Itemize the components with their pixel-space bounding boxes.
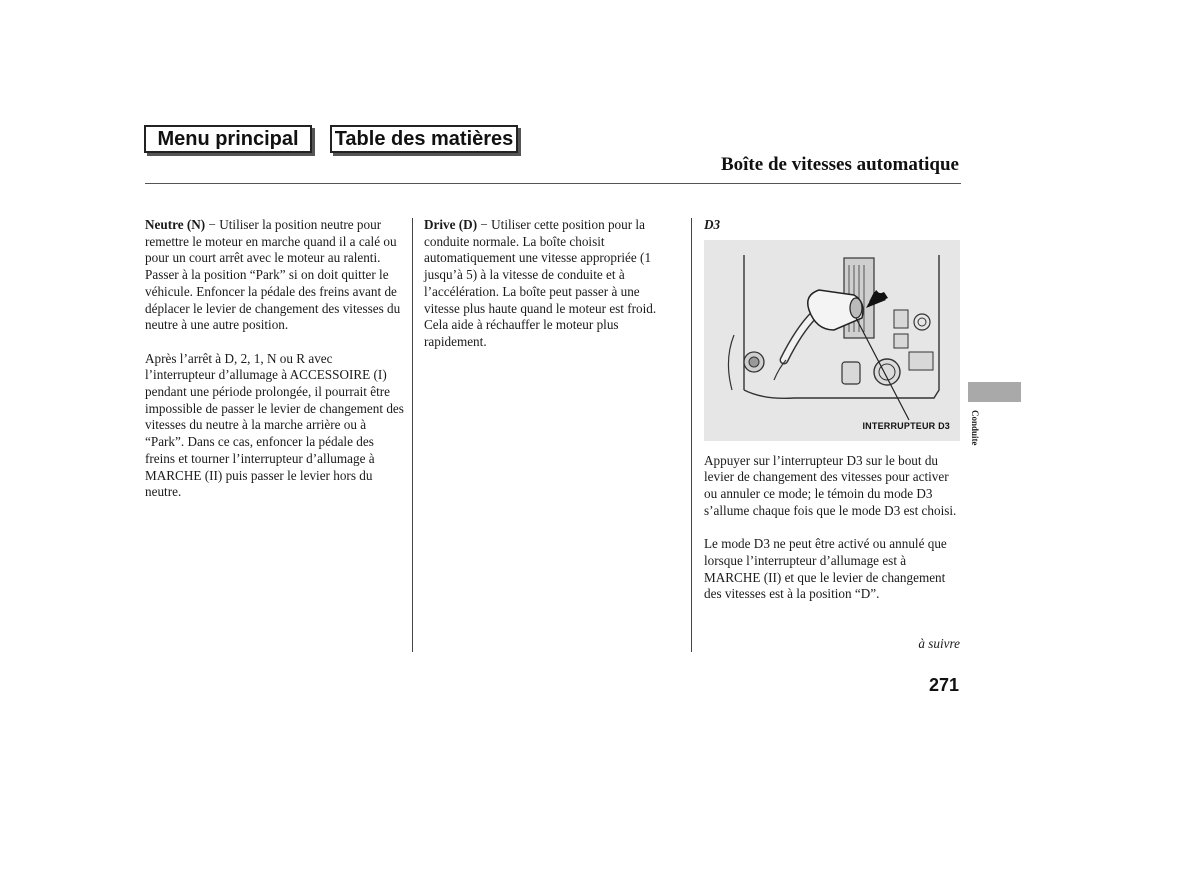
- paragraph-neutre: [145, 217, 405, 334]
- header-divider: [145, 183, 961, 184]
- gear-shift-drawing: [704, 240, 960, 441]
- column-right: [704, 217, 960, 620]
- continued-label: à suivre: [918, 636, 960, 651]
- paragraph-mode-d3: Le mode D3 ne peut être activé ou annulé que lorsque l’interrupteur d’allumage est à MARCHE (II) et que le levier de changement des vitesses est à la position “D”.: [704, 536, 947, 602]
- column-divider: [691, 218, 692, 652]
- term-dash: −: [208, 217, 216, 232]
- paragraph-text: Utiliser la position neutre pour remettre le moteur en marche quand il a calé ou pour un court arrêt avec le moteur au ralenti. Passer à la position “Park” si on doit quitter le véhicule. Enfoncer la pédale des freins avant de déplacer le levier de changement des vitesses du neutre à une autre position.: [145, 217, 401, 333]
- column-middle: [424, 217, 678, 367]
- term-neutre: Neutre (N): [145, 217, 206, 232]
- section-title: Boîte de vitesses automatique: [720, 154, 959, 175]
- d3-switch-illustration: [704, 240, 960, 441]
- column-left: [145, 217, 405, 518]
- paragraph-appuyer: Appuyer sur l’interrupteur D3 sur le bout du levier de changement des vitesses pour activer ou annuler ce mode; le témoin du mode D3 s’allume chaque fois que le mode D3 est choisi.: [704, 452, 957, 518]
- chapter-label: Conduite: [970, 410, 980, 446]
- term-drive: Drive (D): [424, 217, 478, 232]
- figure-label: D3: [704, 217, 721, 232]
- column-divider: [412, 218, 413, 652]
- paragraph-drive: [424, 217, 678, 351]
- table-des-matieres-button[interactable]: Table des matières: [330, 125, 518, 153]
- paragraph-text: Utiliser cette position pour la conduite normale. La boîte choisit automatiquement une vitesse appropriée (1 jusqu’à 5) à la vitesse de conduite et à l’accélération. La boîte peut passer à une vitesse plus haute quand le moteur est froid. Cela aide à réchauffer le moteur plus rapidement.: [424, 217, 657, 349]
- figure-callout: INTERRUPTEUR D3: [862, 421, 950, 431]
- page-number: 271: [928, 675, 959, 695]
- menu-principal-button[interactable]: Menu principal: [144, 125, 312, 153]
- chapter-tab: [968, 382, 1021, 402]
- term-dash: −: [480, 217, 488, 232]
- paragraph-apres-arret: Après l’arrêt à D, 2, 1, N ou R avec l’interrupteur d’allumage à ACCESSOIRE (I) pendant une période prolongée, il pourrait être impossible de passer le levier de changement des vitesses du neutre à la marche arrière ou à “Park”. Dans ce cas, enfoncer la pédale des freins et tourner l’interrupteur d’allumage à MARCHE (II) puis passer le levier hors du neutre.: [145, 350, 404, 500]
